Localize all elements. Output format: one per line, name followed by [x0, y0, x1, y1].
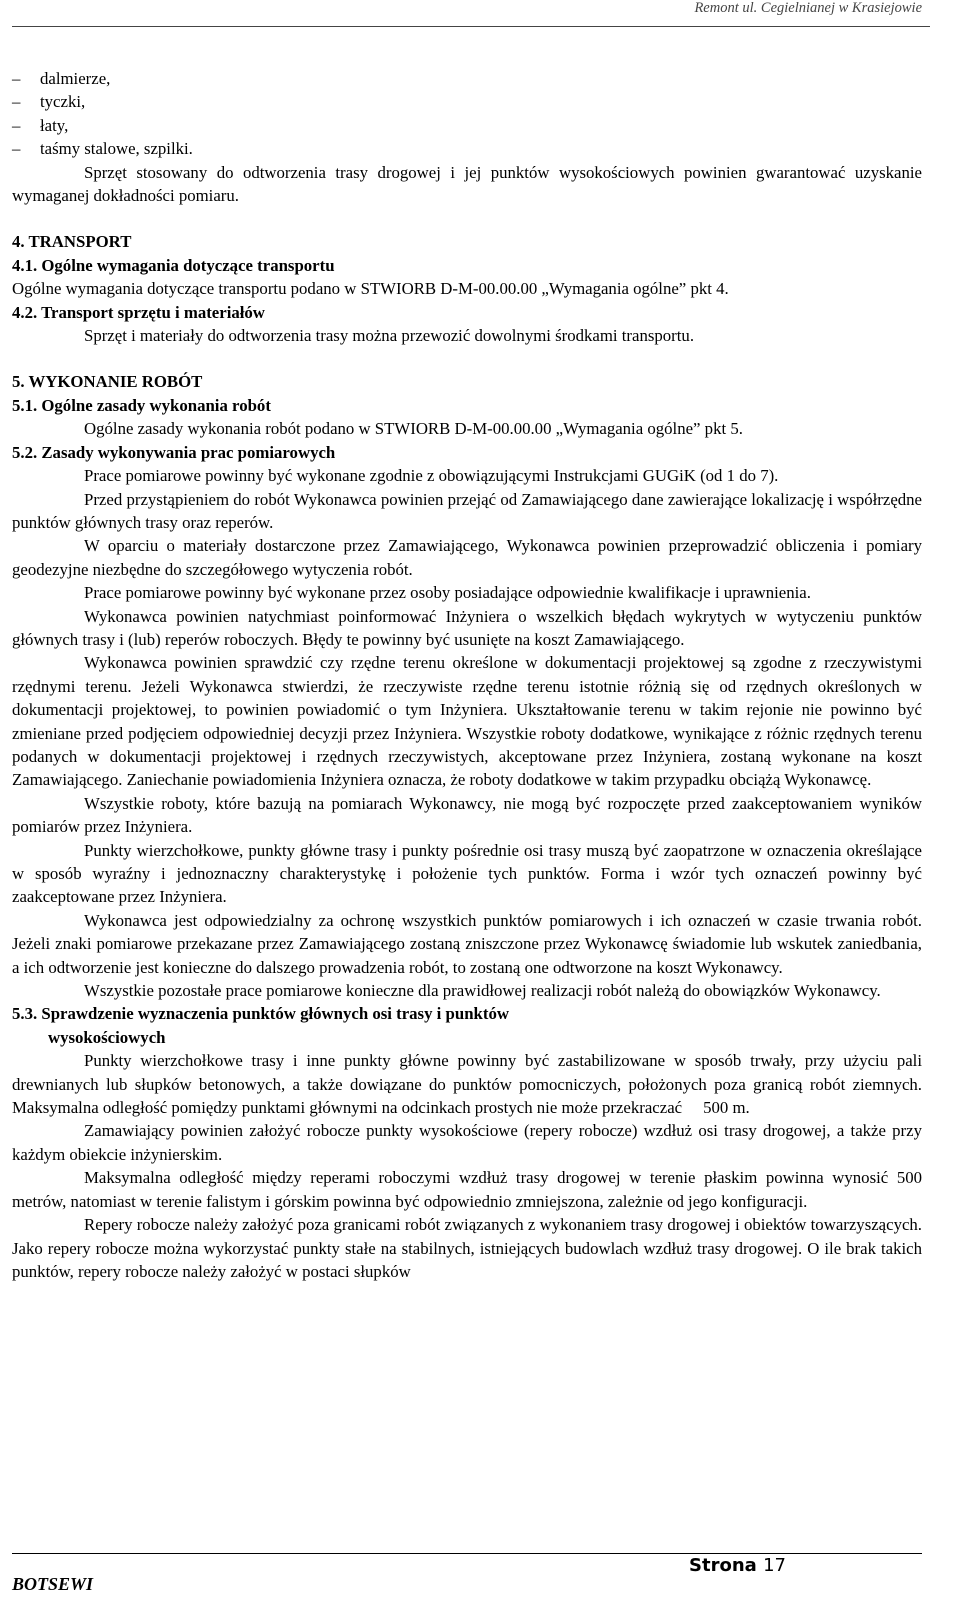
- paragraph: Przed przystąpieniem do robót Wykonawca powinien przejąć od Zamawiającego dane zawierające lokalizację i współrzędne punktów głównych trasy oraz reperów.: [12, 489, 922, 532]
- paragraph: Wszystkie pozostałe prace pomiarowe konieczne dla prawidłowej realizacji robót należą do obowiązków Wykonawcy.: [84, 981, 881, 1001]
- paragraph: Repery robocze należy założyć poza granicami robót związanych z wykonaniem trasy drogowej i obiektów towarzyszących. Jako repery robocze można wykorzystać punkty stałe na stabilnych, istniejących budowlach wzdłuż trasy drogowej. O ile brak takich punktów, repery robocze należy założyć w postaci słupków: [12, 1215, 922, 1281]
- footer-brand: BOTSEWI: [12, 1574, 94, 1594]
- paragraph: Maksymalna odległość między reperami roboczymi wzdłuż trasy drogowej w terenie płaskim powinna wynosić 500 metrów, natomiast w terenie falistym i górskim powinna być odpowiednio zmniejszona, zależnie od jego konfiguracji.: [12, 1168, 922, 1211]
- list-item: – taśmy stalowe, szpilki.: [12, 137, 922, 160]
- paragraph: Punkty wierzchołkowe, punkty główne trasy i punkty pośrednie osi trasy muszą być zaopatrzone w oznaczenia określające w sposób wyraźny i jednoznaczny charakterystykę i położenie tych punktów. Forma i wzór tych oznaczeń powinny być zaakceptowane przez Inżyniera.: [12, 840, 922, 907]
- paragraph: Ogólne wymagania dotyczące transportu podano w STWIORB D-M-00.00.00 „Wymagania ogólne” pkt 4.: [12, 279, 729, 299]
- equipment-list: [12, 67, 922, 161]
- list-item: – łaty,: [12, 114, 922, 137]
- paragraph: Sprzęt stosowany do odtworzenia trasy drogowej i jej punktów wysokościowych powinien gwarantować uzyskanie wymaganej dokładności pomiaru.: [12, 162, 922, 206]
- subsection-heading-5-1: 5.1. Ogólne zasady wykonania robót: [12, 395, 271, 415]
- paragraph: Wykonawca powinien natychmiast poinformować Inżyniera o wszelkich błędach wykrytych w wytyczeniu punktów głównych trasy i (lub) reperów roboczych. Błędy te powinny być usunięte na koszt Zamawiającego.: [12, 606, 922, 649]
- paragraph: Prace pomiarowe powinny być wykonane zgodnie z obowiązującymi Instrukcjami GUGiK (od 1 do 7).: [84, 466, 779, 486]
- subsection-heading-4-1: 4.1. Ogólne wymagania dotyczące transportu: [12, 255, 335, 275]
- paragraph: Punkty wierzchołkowe trasy i inne punkty główne powinny być zastabilizowane w sposób trwały, przy użyciu pali drewnianych lub słupków betonowych, a także dowiązane do punktów pomocniczych, położonych poza granicą robót ziemnych. Maksymalna odległość pomiędzy punktami głównymi na odcinkach prostych nie może przekraczać 500 m.: [12, 1051, 927, 1118]
- paragraph: Sprzęt i materiały do odtworzenia trasy można przewozić dowolnymi środkami transportu.: [84, 326, 695, 346]
- paragraph: Wszystkie roboty, które bazują na pomiarach Wykonawcy, nie mogą być rozpoczęte przed zaakceptowaniem wyników pomiarów przez Inżyniera.: [12, 793, 922, 837]
- subsection-heading-4-2: 4.2. Transport sprzętu i materiałów: [12, 302, 265, 322]
- section-heading-5: 5. WYKONANIE ROBÓT: [12, 372, 203, 392]
- section-heading-4: 4. TRANSPORT: [12, 232, 132, 252]
- page-number: [689, 1555, 786, 1576]
- paragraph: Wykonawca jest odpowiedzialny za ochronę wszystkich punktów pomiarowych i ich oznaczeń w czasie trwania robót. Jeżeli znaki pomiarowe przekazane przez Zamawiającego zostaną zniszczone przez Wykonawcę świadomie lub wskutek zaniedbania, a ich odtworzenie jest konieczne do dalszego prowadzenia robót, to zostaną one odtworzone na koszt Wykonawcy.: [12, 910, 922, 977]
- list-item: – tyczki,: [12, 90, 922, 113]
- footer-rule: [12, 1553, 922, 1554]
- paragraph: Ogólne zasady wykonania robót podano w STWIORB D-M-00.00.00 „Wymagania ogólne” pkt 5.: [84, 419, 743, 439]
- heading-line: wysokościowych: [48, 1027, 166, 1047]
- heading-line: 5.3. Sprawdzenie wyznaczenia punktów głównych osi trasy i punktów: [12, 1004, 509, 1024]
- subsection-heading-5-3: [12, 1002, 922, 1049]
- paragraph: W oparciu o materiały dostarczone przez Zamawiającego, Wykonawca powinien przeprowadzić obliczenia i pomiary geodezyjne niezbędne do szczegółowego wytyczenia robót.: [12, 536, 922, 579]
- page-label: Strona: [689, 1555, 757, 1576]
- header-title: Remont ul. Cegielnianej w Krasiejowie: [694, 0, 922, 16]
- header-rule: [12, 26, 930, 27]
- subsection-heading-5-2: 5.2. Zasady wykonywania prac pomiarowych: [12, 442, 336, 462]
- page-number-value: 17: [763, 1555, 786, 1576]
- list-item: – dalmierze,: [12, 67, 922, 90]
- paragraph: Wykonawca powinien sprawdzić czy rzędne terenu określone w dokumentacji projektowej są zgodne z rzeczywistymi rzędnymi terenu. Jeżeli Wykonawca stwierdzi, że rzeczywiste rzędne terenu istotnie różnią się od rzędnych określonych w dokumentacji projektowej, to powinien powiadomić o tym Inżyniera. Ukształtowanie terenu w takim rejonie nie powinno być zmieniane przed podjęciem odpowiedniej decyzji przez Inżyniera. Wszystkie roboty dodatkowe, wynikające z różnic rzędnych terenu podanych w dokumentacji projektowej i rzędnych rzeczywistych, akceptowane przez Inżyniera, zostaną wykonane na koszt Zamawiającego. Zaniechanie powiadomienia Inżyniera oznacza, że roboty dodatkowe w takim przypadku obciążą Wykonawcę.: [12, 653, 922, 790]
- paragraph: Zamawiający powinien założyć robocze punkty wysokościowe (repery robocze) wzdłuż osi trasy drogowej, a także przy każdym obiekcie inżynierskim.: [12, 1121, 922, 1164]
- paragraph: Prace pomiarowe powinny być wykonane przez osoby posiadające odpowiednie kwalifikacje i uprawnienia.: [84, 583, 811, 603]
- document-body: [12, 67, 927, 1283]
